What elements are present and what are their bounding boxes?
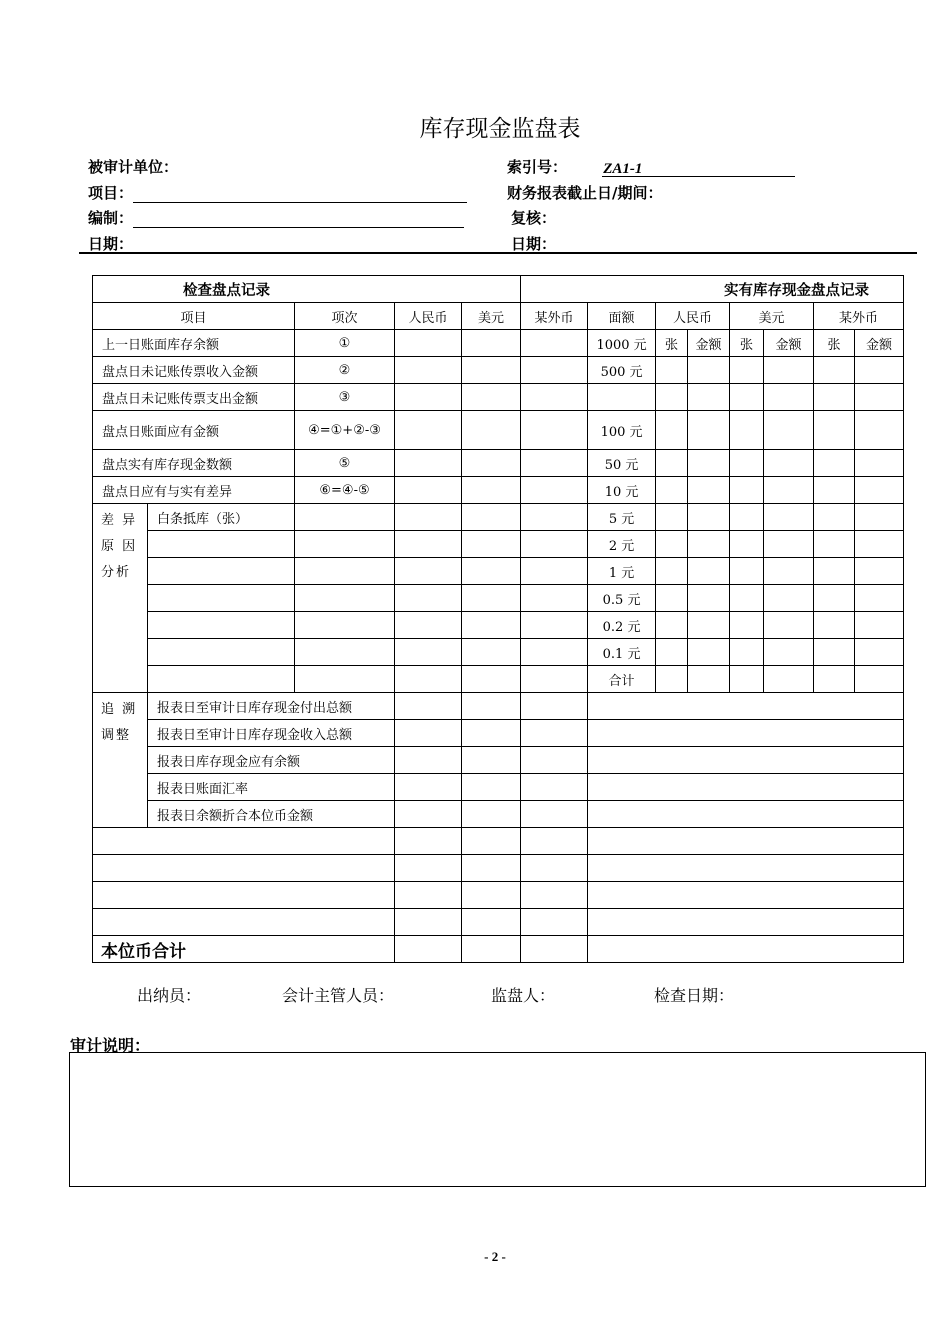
cell[interactable] (521, 504, 588, 531)
accounting-supervisor-signature: 会计主管人员： (282, 986, 395, 1005)
prepared-input[interactable] (133, 213, 464, 228)
cell[interactable] (656, 666, 688, 693)
cell[interactable] (855, 384, 904, 411)
cell[interactable] (764, 477, 814, 504)
row-seq: ① (295, 330, 395, 357)
row-seq: ⑤ (295, 450, 395, 477)
cell[interactable] (688, 585, 730, 612)
cell[interactable] (764, 666, 814, 693)
cell[interactable] (395, 504, 462, 531)
cell[interactable] (656, 384, 688, 411)
cell[interactable] (730, 558, 764, 585)
cell-rmb[interactable] (395, 384, 462, 411)
cell[interactable] (855, 477, 904, 504)
cell[interactable] (462, 747, 521, 774)
cell[interactable] (764, 450, 814, 477)
row-item: 盘点实有库存现金数额 (93, 450, 295, 477)
prepared-field (88, 207, 464, 228)
cell[interactable] (462, 504, 521, 531)
audit-note-label: 审计说明： (70, 1036, 151, 1055)
cell[interactable] (521, 882, 588, 909)
reviewed-label: 复核： (511, 209, 557, 227)
cell[interactable] (764, 384, 814, 411)
row-denom: 2 元 (588, 531, 656, 558)
cell[interactable] (764, 585, 814, 612)
cell[interactable] (730, 504, 764, 531)
cell[interactable] (462, 531, 521, 558)
cell-blank[interactable] (93, 855, 395, 882)
cell[interactable] (688, 531, 730, 558)
row-denom: 0.5 元 (588, 585, 656, 612)
sub-header-count: 张 (814, 330, 855, 357)
audited-unit-field (88, 156, 178, 177)
cell-rmb[interactable] (395, 477, 462, 504)
cell[interactable] (395, 612, 462, 639)
table-row (93, 558, 904, 585)
cell[interactable] (462, 882, 521, 909)
cell[interactable] (855, 585, 904, 612)
cell[interactable] (814, 411, 855, 450)
audit-note-box[interactable] (69, 1052, 926, 1187)
row-denom-total: 合计 (588, 666, 656, 693)
index-label: 索引号： (507, 158, 568, 176)
cell[interactable] (814, 450, 855, 477)
table-row (93, 882, 904, 909)
cell[interactable] (730, 357, 764, 384)
cell-blank[interactable] (93, 882, 395, 909)
table-row (93, 585, 904, 612)
cell[interactable] (395, 909, 462, 936)
date-label-left: 日期： (88, 235, 134, 253)
diff-item[interactable] (148, 558, 295, 585)
index-input[interactable] (602, 162, 795, 177)
cell[interactable] (656, 558, 688, 585)
header-other: 某外币 (521, 303, 588, 330)
cell[interactable] (462, 774, 521, 801)
cell[interactable] (855, 531, 904, 558)
cell[interactable] (521, 936, 588, 963)
cell[interactable] (855, 411, 904, 450)
project-field (88, 182, 467, 203)
cell[interactable] (656, 477, 688, 504)
cell[interactable] (395, 774, 462, 801)
cell[interactable] (462, 828, 521, 855)
diff-item: 白条抵库（张） (148, 504, 295, 531)
cell-wide[interactable] (588, 909, 904, 936)
cell[interactable] (730, 585, 764, 612)
row-denom: 10 元 (588, 477, 656, 504)
row-denom (588, 384, 656, 411)
cell[interactable] (462, 720, 521, 747)
cell[interactable] (688, 357, 730, 384)
cell[interactable] (295, 558, 395, 585)
cell[interactable] (764, 357, 814, 384)
table-row (93, 639, 904, 666)
cell[interactable] (462, 909, 521, 936)
table-row (93, 693, 904, 720)
table-row (93, 855, 904, 882)
cell[interactable] (855, 504, 904, 531)
cell[interactable] (395, 882, 462, 909)
diff-item[interactable] (148, 612, 295, 639)
cell-usd[interactable] (462, 477, 521, 504)
table-row (93, 450, 904, 477)
trace-item: 报表日至审计日库存现金收入总额 (148, 720, 395, 747)
cell[interactable] (656, 585, 688, 612)
cell[interactable] (814, 477, 855, 504)
cell[interactable] (688, 612, 730, 639)
cell-blank[interactable] (93, 828, 395, 855)
cell-wide[interactable] (588, 936, 904, 963)
row-denom: 100 元 (588, 411, 656, 450)
cell[interactable] (730, 450, 764, 477)
reviewed-field (511, 207, 556, 228)
cell[interactable] (814, 612, 855, 639)
row-item: 盘点日未记账传票收入金额 (93, 357, 295, 384)
cell[interactable] (521, 801, 588, 828)
check-date-signature: 检查日期： (654, 986, 735, 1005)
trace-item: 报表日账面汇率 (148, 774, 395, 801)
table-row (93, 330, 904, 357)
row-item: 盘点日应有与实有差异 (93, 477, 295, 504)
row-denom: 0.2 元 (588, 612, 656, 639)
trace-section-label: 追 溯 调整 (93, 693, 148, 828)
cell-usd[interactable] (462, 411, 521, 450)
cell[interactable] (462, 801, 521, 828)
row-seq: ③ (295, 384, 395, 411)
diff-item[interactable] (148, 531, 295, 558)
table-row (93, 666, 904, 693)
cell[interactable] (521, 774, 588, 801)
cell[interactable] (295, 531, 395, 558)
cell[interactable] (656, 531, 688, 558)
period-label: 财务报表截止日/期间： (507, 184, 663, 202)
diff-item[interactable] (148, 639, 295, 666)
cell[interactable] (521, 855, 588, 882)
table-row (93, 384, 904, 411)
table-row (93, 477, 904, 504)
cell-rmb[interactable] (395, 411, 462, 450)
cell-rmb[interactable] (395, 450, 462, 477)
date-label-right: 日期： (511, 235, 557, 253)
cell-blank[interactable] (93, 909, 395, 936)
cell[interactable] (395, 747, 462, 774)
header-usd: 美元 (462, 303, 521, 330)
table-row (93, 909, 904, 936)
cell-other[interactable] (521, 384, 588, 411)
cell[interactable] (395, 585, 462, 612)
cell[interactable] (395, 855, 462, 882)
total-row (93, 936, 904, 963)
cell-other[interactable] (521, 450, 588, 477)
cell[interactable] (462, 693, 521, 720)
project-label: 项目： (88, 184, 134, 202)
row-seq: ⑥=④-⑤ (295, 477, 395, 504)
period-field (507, 182, 662, 203)
row-item: 盘点日未记账传票支出金额 (93, 384, 295, 411)
header-seq: 项次 (295, 303, 395, 330)
row-denom: 500 元 (588, 357, 656, 384)
cell[interactable] (764, 639, 814, 666)
row-seq: ② (295, 357, 395, 384)
row-item: 上一日账面库存余额 (93, 330, 295, 357)
page-title: 库存现金监盘表 (419, 116, 581, 142)
header-item: 项目 (93, 303, 295, 330)
cell[interactable] (521, 639, 588, 666)
cash-count-table (92, 275, 904, 963)
right-section-title: 实有库存现金盘点记录 (521, 276, 904, 303)
sub-header-count: 张 (730, 330, 764, 357)
cell[interactable] (521, 693, 588, 720)
cell[interactable] (462, 558, 521, 585)
cell[interactable] (814, 558, 855, 585)
supervisor-signature: 监盘人： (491, 986, 556, 1005)
left-section-title: 检查盘点记录 (93, 276, 521, 303)
cell[interactable] (730, 477, 764, 504)
cell[interactable] (730, 612, 764, 639)
cell[interactable] (462, 666, 521, 693)
cell[interactable] (688, 477, 730, 504)
cell-usd[interactable] (462, 330, 521, 357)
cell-usd[interactable] (462, 384, 521, 411)
cell[interactable] (395, 666, 462, 693)
cell[interactable] (521, 558, 588, 585)
audited-unit-label: 被审计单位： (88, 158, 179, 176)
index-field (507, 156, 795, 177)
date-field-left (88, 233, 464, 254)
row-denom: 1 元 (588, 558, 656, 585)
cell-wide[interactable] (588, 774, 904, 801)
cell[interactable] (764, 612, 814, 639)
diff-item[interactable] (148, 666, 295, 693)
cell[interactable] (764, 411, 814, 450)
cell-wide[interactable] (588, 801, 904, 828)
sub-header-amount: 金额 (688, 330, 730, 357)
header-right-rmb: 人民币 (656, 303, 730, 330)
cell[interactable] (730, 531, 764, 558)
cell[interactable] (814, 585, 855, 612)
cell[interactable] (814, 639, 855, 666)
cell[interactable] (730, 666, 764, 693)
cell[interactable] (521, 666, 588, 693)
project-input[interactable] (133, 188, 467, 203)
cell[interactable] (730, 411, 764, 450)
cell[interactable] (395, 639, 462, 666)
page-number: - 2 - (484, 1249, 506, 1264)
cell[interactable] (656, 504, 688, 531)
cell-other[interactable] (521, 357, 588, 384)
cell-wide[interactable] (588, 747, 904, 774)
cell-wide[interactable] (588, 720, 904, 747)
cell[interactable] (521, 909, 588, 936)
sub-header-count: 张 (656, 330, 688, 357)
cell[interactable] (295, 585, 395, 612)
date-field-right (511, 233, 889, 254)
cell[interactable] (656, 612, 688, 639)
table-row (93, 411, 904, 450)
trace-item: 报表日库存现金应有余额 (148, 747, 395, 774)
sub-header-amount: 金额 (855, 330, 904, 357)
cell-rmb[interactable] (395, 330, 462, 357)
cell[interactable] (688, 450, 730, 477)
header-rmb: 人民币 (395, 303, 462, 330)
row-seq: ④=①+②-③ (295, 411, 395, 450)
table-row (93, 747, 904, 774)
row-denom: 5 元 (588, 504, 656, 531)
cell-other[interactable] (521, 411, 588, 450)
cell[interactable] (295, 666, 395, 693)
cell[interactable] (462, 936, 521, 963)
cell[interactable] (462, 585, 521, 612)
row-denom: 50 元 (588, 450, 656, 477)
table-row (93, 357, 904, 384)
row-denom: 1000 元 (588, 330, 656, 357)
cell[interactable] (855, 357, 904, 384)
cell-usd[interactable] (462, 450, 521, 477)
cell[interactable] (764, 558, 814, 585)
cell[interactable] (521, 828, 588, 855)
cell[interactable] (521, 585, 588, 612)
cell[interactable] (395, 693, 462, 720)
total-label: 本位币合计 (93, 936, 395, 963)
cell[interactable] (295, 504, 395, 531)
header-denom: 面额 (588, 303, 656, 330)
cell[interactable] (656, 639, 688, 666)
cell-other[interactable] (521, 477, 588, 504)
cell[interactable] (462, 612, 521, 639)
cell[interactable] (656, 357, 688, 384)
cell[interactable] (521, 531, 588, 558)
cell[interactable] (395, 531, 462, 558)
cell-usd[interactable] (462, 357, 521, 384)
cell[interactable] (395, 828, 462, 855)
prepared-label: 编制： (88, 209, 134, 227)
header-right-usd: 美元 (730, 303, 814, 330)
cell[interactable] (656, 411, 688, 450)
cell[interactable] (855, 612, 904, 639)
cell[interactable] (730, 639, 764, 666)
cell[interactable] (395, 558, 462, 585)
cell[interactable] (521, 747, 588, 774)
cell[interactable] (814, 666, 855, 693)
index-value: ZA1-1 (603, 161, 643, 177)
cell[interactable] (688, 384, 730, 411)
table-row (93, 531, 904, 558)
cell[interactable] (814, 504, 855, 531)
table-row (93, 801, 904, 828)
trace-item: 报表日余额折合本位币金额 (148, 801, 395, 828)
cell[interactable] (855, 666, 904, 693)
cell-rmb[interactable] (395, 357, 462, 384)
table-row (93, 720, 904, 747)
cell[interactable] (814, 384, 855, 411)
sub-header-amount: 金额 (764, 330, 814, 357)
cell-wide[interactable] (588, 882, 904, 909)
cell[interactable] (688, 411, 730, 450)
cell-wide[interactable] (588, 855, 904, 882)
table-row (93, 612, 904, 639)
row-item: 盘点日账面应有金额 (93, 411, 295, 450)
diff-item[interactable] (148, 585, 295, 612)
table-row (93, 828, 904, 855)
cell[interactable] (462, 639, 521, 666)
cell[interactable] (688, 558, 730, 585)
header-divider (79, 252, 917, 254)
cell[interactable] (295, 612, 395, 639)
cell[interactable] (688, 504, 730, 531)
diff-section-label: 差 异 原 因 分析 (93, 504, 148, 693)
cell[interactable] (395, 720, 462, 747)
cell[interactable] (395, 801, 462, 828)
cell[interactable] (730, 384, 764, 411)
cell-wide[interactable] (588, 693, 904, 720)
cashier-signature: 出纳员： (137, 986, 202, 1005)
cell[interactable] (521, 612, 588, 639)
cell[interactable] (855, 639, 904, 666)
cell[interactable] (688, 639, 730, 666)
cell[interactable] (462, 855, 521, 882)
cell[interactable] (395, 936, 462, 963)
table-row (93, 774, 904, 801)
table-row (93, 504, 904, 531)
cell[interactable] (855, 450, 904, 477)
cell[interactable] (764, 504, 814, 531)
header-right-other: 某外币 (814, 303, 904, 330)
cell-other[interactable] (521, 330, 588, 357)
trace-item: 报表日至审计日库存现金付出总额 (148, 693, 395, 720)
cell-wide[interactable] (588, 828, 904, 855)
row-denom: 0.1 元 (588, 639, 656, 666)
cell[interactable] (855, 558, 904, 585)
cell[interactable] (295, 639, 395, 666)
cell[interactable] (656, 450, 688, 477)
cell[interactable] (814, 357, 855, 384)
cell[interactable] (688, 666, 730, 693)
cell[interactable] (521, 720, 588, 747)
cell[interactable] (814, 531, 855, 558)
cell[interactable] (764, 531, 814, 558)
